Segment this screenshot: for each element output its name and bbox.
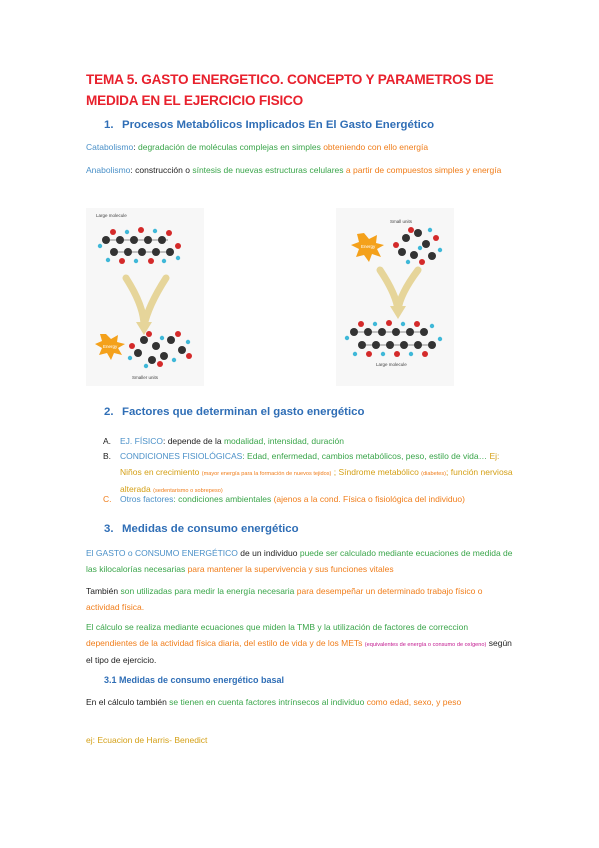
term: Catabolismo bbox=[86, 142, 134, 152]
definition: construcción o bbox=[135, 165, 193, 175]
anabolism-diagram bbox=[336, 208, 454, 386]
example-note: (mayor energía para la formación de nuevos tejidos) bbox=[201, 470, 332, 477]
term: Anabolismo bbox=[86, 165, 131, 175]
catabolism-diagram bbox=[86, 208, 204, 386]
large-molecule-label: Large molecule bbox=[376, 362, 407, 367]
text: El cálculo se realiza mediante ecuaciones que miden la TMB y la utilización de factores de correccion bbox=[86, 622, 469, 632]
text: También bbox=[86, 586, 121, 596]
list-item-a bbox=[103, 434, 518, 450]
example-note: (sedentarismo o sobrepeso) bbox=[153, 488, 223, 494]
list-marker: C. bbox=[103, 494, 112, 504]
text: son utilizadas para medir la energía necesaria bbox=[120, 586, 297, 596]
catabolismo-paragraph bbox=[86, 140, 516, 156]
subsection-title: 3.1 Medidas de consumo energético basal bbox=[104, 675, 285, 685]
section-number: 2. bbox=[104, 406, 114, 418]
paragraph-example bbox=[86, 733, 516, 749]
example-text: ; función nerviosa alterada bbox=[120, 466, 513, 494]
large-molecule-label: Large molecule bbox=[96, 213, 127, 218]
text: dependientes de la actividad física diaria, del estilo de vida y de los METs bbox=[86, 637, 365, 648]
subsection-3-1-heading bbox=[104, 673, 284, 688]
definition: degradación de moléculas complejas en simples bbox=[137, 142, 324, 152]
example-text: Ej: Niños en crecimiento bbox=[120, 451, 500, 477]
list-marker: A. bbox=[103, 436, 112, 446]
page-title: TEMA 5. GASTO ENERGETICO. CONCEPTO Y PARAMETROS DE MEDIDA EN EL EJERCICIO FISICO bbox=[86, 72, 494, 108]
section-number: 3. bbox=[104, 523, 114, 535]
paragraph-calculo bbox=[86, 620, 516, 669]
text: se tienen en cuenta factores intrínsecos al individuo bbox=[169, 697, 367, 707]
definition-mid: síntesis de nuevas estructuras celulares bbox=[192, 165, 346, 175]
paragraph-basal bbox=[86, 695, 516, 711]
text-note: (equivalentes de energía o consumo de oxígeno) bbox=[364, 641, 487, 648]
factor-text: : Edad, enfermedad, cambios metabólicos, peso, estilo de vida… bbox=[242, 451, 490, 461]
paragraph-tambien bbox=[86, 584, 516, 615]
paragraph-gasto bbox=[86, 546, 516, 577]
text: para desempeñar un determinado trabajo físico o actividad física. bbox=[86, 586, 483, 612]
factor-text: : condiciones ambientales bbox=[173, 494, 274, 504]
text: puede ser calculado mediante ecuaciones de medida de las kilocalorías necesarias bbox=[86, 548, 513, 574]
text: En el cálculo también bbox=[86, 697, 170, 707]
section-title: Factores que determinan el gasto energético bbox=[122, 406, 365, 418]
colon: : bbox=[133, 142, 138, 152]
anabolismo-paragraph bbox=[86, 163, 516, 179]
energy-label: Energy bbox=[361, 244, 376, 249]
factor-text: : depende de la bbox=[162, 436, 224, 446]
section-title: Medidas de consumo energético bbox=[122, 523, 299, 535]
section-1-heading bbox=[104, 118, 434, 133]
section-number: 1. bbox=[104, 119, 114, 131]
list-marker: B. bbox=[103, 451, 112, 461]
factor-label: CONDICIONES FISIOLÓGICAS bbox=[120, 451, 243, 461]
section-2-heading bbox=[104, 405, 364, 420]
text: ej: Ecuacion de Harris- Benedict bbox=[86, 735, 208, 745]
text: para mantener la supervivencia y sus funciones vitales bbox=[187, 563, 394, 574]
section-3-heading bbox=[104, 522, 299, 537]
energy-label: Energy bbox=[103, 344, 118, 349]
text: según el tipo de ejercicio. bbox=[86, 637, 512, 665]
text: como edad, sexo, y peso bbox=[366, 697, 462, 707]
small-units-label: Small units bbox=[390, 219, 413, 224]
text: de un individuo bbox=[240, 548, 300, 558]
text: El GASTO o CONSUMO ENERGÉTICO bbox=[86, 548, 241, 558]
section-title: Procesos Metabólicos Implicados En El Gasto Energético bbox=[122, 119, 435, 131]
factor-detail: modalidad, intensidad, duración bbox=[223, 436, 344, 446]
colon: : bbox=[130, 165, 136, 175]
example-text: ; Síndrome metabólico bbox=[331, 466, 422, 477]
list-item-c bbox=[103, 492, 518, 508]
definition-tail: obteniendo con ello energía bbox=[323, 142, 429, 152]
factor-label: EJ. FÍSICO bbox=[120, 436, 163, 446]
factor-label: Otros factores bbox=[120, 494, 174, 504]
definition-tail: a partir de compuestos simples y energía bbox=[345, 165, 502, 175]
smaller-units-label: Smaller units bbox=[132, 375, 159, 380]
example-note: (diabetes) bbox=[421, 470, 447, 477]
factor-detail: (ajenos a la cond. Física o fisiológica del individuo) bbox=[273, 494, 465, 504]
